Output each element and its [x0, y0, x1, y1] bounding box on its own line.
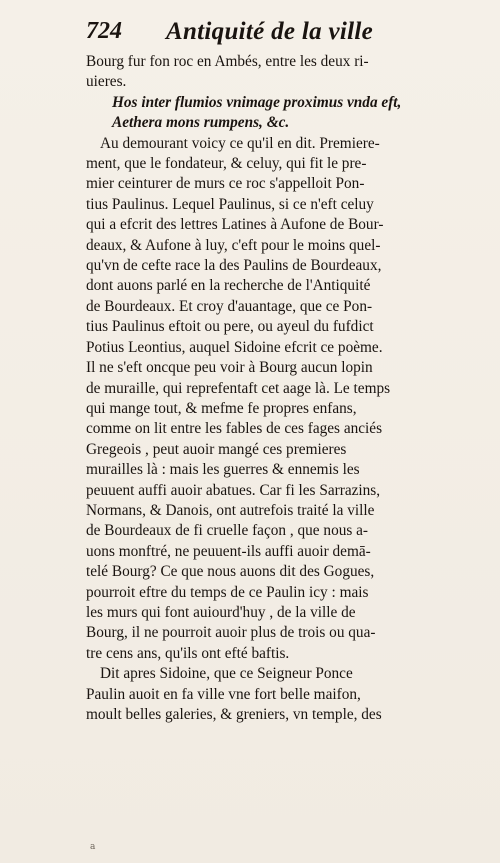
text-line: uons monftré, ne peuuent-ils auffi auoir demā- [86, 542, 371, 560]
text-line: les murs qui font auiourd'huy , de la ville de [86, 603, 356, 621]
text-line: de muraille, qui reprefentaft cet aage là. Le temps [86, 379, 391, 397]
text-line: tius Paulinus. Lequel Paulinus, si ce n'eft celuy [86, 195, 374, 213]
text-line: qui mange tout, & mefme fe propres enfans, [86, 399, 357, 417]
page-header [86, 18, 446, 48]
text-line: de Bourdeaux de fi cruelle façon , que nous a- [86, 522, 369, 540]
text-line: de Bourdeaux. Et croy d'auantage, que ce Pon- [86, 297, 373, 315]
page-number: 724 [86, 18, 122, 44]
text-line: deaux, & Aufone à luy, c'eft pour le moins quel- [86, 236, 381, 254]
text-line: Au demourant voicy ce qu'il en dit. Premiere- [100, 134, 380, 152]
text-line: Dit apres Sidoine, que ce Seigneur Ponce [100, 665, 353, 683]
text-line: ment, que le fondateur, & celuy, qui fit le pre- [86, 155, 367, 173]
body-text [86, 52, 466, 725]
signature-mark: a [90, 842, 96, 852]
text-line: mier ceinturer de murs ce roc s'appelloit Pon- [86, 175, 365, 193]
text-line: comme on lit entre les fables de ces fages anciés [86, 420, 383, 438]
text-line: Il ne s'eft oncque peu voir à Bourg aucun lopin [86, 359, 373, 377]
quote-line: Hos inter flumios vnimage proximus vnda eft, [112, 93, 402, 111]
text-line: Bourg fur fon roc en Ambés, entre les deux ri- [86, 53, 369, 70]
text-line: Normans, & Danois, ont autrefois traité la ville [86, 501, 375, 519]
text-line: uieres. [86, 73, 127, 91]
text-line: Bourg, il ne pourroit auoir plus de trois ou qua- [86, 624, 376, 642]
text-line: peuuent auffi auoir abatues. Car fi les Sarrazins, [86, 481, 381, 499]
running-head: Antiquité de la ville [166, 18, 373, 45]
text-line: Potius Leontius, auquel Sidoine efcrit ce poème. [86, 338, 383, 356]
text-line: Paulin auoit en fa ville vne fort belle maifon, [86, 685, 361, 703]
text-line: telé Bourg? Ce que nous auons dit des Gogues, [86, 563, 375, 581]
text-line: pourroit eftre du temps de ce Paulin icy : mais [86, 583, 369, 601]
text-line: dont auons parlé en la recherche de l'Antiquité [86, 277, 371, 295]
text-line: tius Paulinus eftoit ou pere, ou ayeul du fufdict [86, 318, 374, 336]
text-line: qu'vn de cefte race la des Paulins de Bourdeaux, [86, 257, 382, 275]
text-line: murailles là : mais les guerres & ennemis les [86, 461, 360, 479]
text-line: moult belles galeries, & greniers, vn temple, des [86, 706, 382, 723]
quote-line: Aethera mons rumpens, &c. [112, 114, 290, 132]
text-line: qui a efcrit des lettres Latines à Aufone de Bour- [86, 216, 384, 234]
text-line: Gregeois , peut auoir mangé ces premieres [86, 440, 347, 458]
text-line: tre cens ans, qu'ils ont efté baftis. [86, 644, 290, 662]
